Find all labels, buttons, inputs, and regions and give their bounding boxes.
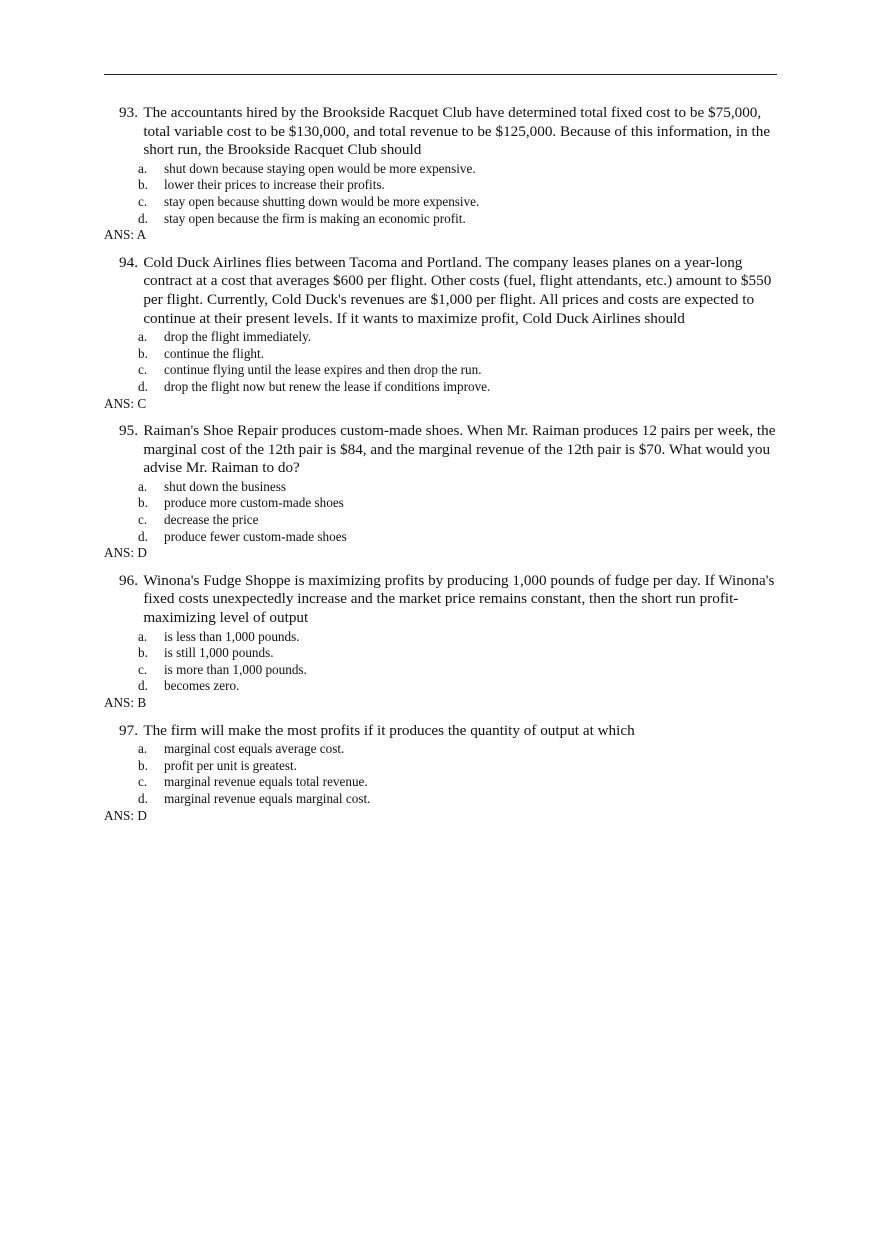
- option-list: [138, 329, 780, 395]
- question-stem: [104, 422, 780, 478]
- option-letter: d.: [138, 378, 148, 394]
- option-c: [138, 662, 780, 679]
- option-c: [138, 774, 780, 791]
- answer-key: ANS: D: [104, 545, 147, 561]
- option-text: shut down because staying open would be more expensive.: [164, 160, 476, 176]
- option-text: continue flying until the lease expires and then drop the run.: [164, 362, 482, 378]
- option-list: [138, 629, 780, 695]
- option-d: [138, 678, 780, 695]
- option-list: [138, 161, 780, 227]
- answer-key: ANS: B: [104, 695, 147, 710]
- option-letter: a.: [138, 329, 148, 345]
- option-letter: a.: [138, 478, 148, 494]
- option-b: [138, 495, 780, 512]
- option-text: drop the flight now but renew the lease if conditions improve.: [164, 378, 491, 394]
- question-95: [104, 422, 780, 562]
- option-letter: a.: [138, 628, 148, 644]
- option-text: is more than 1,000 pounds.: [164, 661, 307, 677]
- header-rule: [104, 74, 777, 75]
- option-a: [138, 629, 780, 646]
- option-letter: c.: [138, 362, 148, 378]
- answer-key: ANS: D: [104, 807, 147, 823]
- option-c: [138, 362, 780, 379]
- option-text: continue the flight.: [164, 345, 264, 361]
- question-97: [104, 722, 780, 825]
- option-text: stay open because the firm is making an economic profit.: [164, 210, 466, 226]
- option-d: [138, 211, 780, 228]
- option-text: produce fewer custom-made shoes: [164, 528, 347, 544]
- option-letter: b.: [138, 757, 148, 773]
- answer-key: ANS: A: [104, 227, 147, 243]
- question-number: 94.: [119, 253, 138, 271]
- question-text: Cold Duck Airlines flies between Tacoma and Portland. The company leases planes on a year-long contract at a cost that averages $600 per flight. Other costs (fuel, flight attendants, etc.) amount to $550 per flight. Currently, Cold Duck's revenues are $1,000 per flight. All prices and costs are expected to continue at their present levels. If it wants to maximize profit, Cold Duck Airlines should: [143, 253, 772, 327]
- question-number: 93.: [119, 104, 138, 121]
- option-text: lower their prices to increase their profits.: [164, 177, 385, 193]
- question-number: 96.: [119, 571, 138, 589]
- question-stem: [104, 104, 780, 160]
- question-stem: [104, 572, 780, 628]
- question-number: 95.: [119, 422, 138, 440]
- option-b: [138, 758, 780, 775]
- question-number: 97.: [119, 721, 138, 739]
- option-letter: c.: [138, 774, 148, 790]
- option-letter: d.: [138, 528, 148, 544]
- question-96: [104, 572, 780, 712]
- option-text: marginal cost equals average cost.: [164, 741, 345, 757]
- option-letter: b.: [138, 345, 148, 361]
- option-text: shut down the business: [164, 478, 286, 494]
- option-b: [138, 177, 780, 194]
- option-letter: a.: [138, 741, 148, 757]
- question-list: [104, 104, 780, 834]
- option-letter: c.: [138, 193, 148, 209]
- question-stem: [104, 254, 780, 328]
- question-94: [104, 254, 780, 412]
- option-text: marginal revenue equals marginal cost.: [164, 790, 371, 806]
- answer-key: ANS: C: [104, 395, 147, 411]
- option-letter: b.: [138, 495, 148, 511]
- option-letter: d.: [138, 678, 148, 694]
- option-letter: b.: [138, 645, 148, 661]
- question-93: [104, 104, 780, 244]
- option-text: is less than 1,000 pounds.: [164, 628, 300, 644]
- option-text: stay open because shutting down would be more expensive.: [164, 193, 480, 209]
- option-d: [138, 379, 780, 396]
- question-text: The firm will make the most profits if it produces the quantity of output at which: [143, 721, 635, 739]
- option-letter: d.: [138, 210, 148, 226]
- option-c: [138, 512, 780, 529]
- option-d: [138, 529, 780, 546]
- option-b: [138, 645, 780, 662]
- question-text: The accountants hired by the Brookside Racquet Club have determined total fixed cost to be $75,000, total variable cost to be $130,000, and total revenue to be $125,000. Because of this information, in the short run, the Brookside Racquet Club should: [143, 104, 771, 159]
- option-text: decrease the price: [164, 512, 259, 528]
- option-d: [138, 791, 780, 808]
- option-a: [138, 161, 780, 178]
- option-c: [138, 194, 780, 211]
- option-text: is still 1,000 pounds.: [164, 645, 274, 661]
- option-letter: d.: [138, 790, 148, 806]
- option-text: produce more custom-made shoes: [164, 495, 344, 511]
- option-letter: c.: [138, 512, 148, 528]
- question-text: Winona's Fudge Shoppe is maximizing profits by producing 1,000 pounds of fudge per day. If Winona's fixed costs unexpectedly increase and the market price remains constant, then the short run profit-maximizing level of output: [143, 571, 775, 627]
- option-text: marginal revenue equals total revenue.: [164, 774, 368, 790]
- option-a: [138, 329, 780, 346]
- option-letter: b.: [138, 177, 148, 193]
- option-a: [138, 479, 780, 496]
- option-b: [138, 346, 780, 363]
- option-a: [138, 741, 780, 758]
- option-letter: c.: [138, 661, 148, 677]
- option-text: profit per unit is greatest.: [164, 757, 297, 773]
- option-list: [138, 741, 780, 807]
- option-text: drop the flight immediately.: [164, 329, 312, 345]
- option-list: [138, 479, 780, 545]
- option-letter: a.: [138, 160, 148, 176]
- option-text: becomes zero.: [164, 678, 240, 694]
- question-text: Raiman's Shoe Repair produces custom-made shoes. When Mr. Raiman produces 12 pairs per week, the marginal cost of the 12th pair is $84, and the marginal revenue of the 12th pair is $70. What would you advise Mr. Raiman to do?: [143, 422, 776, 477]
- question-stem: [104, 722, 780, 741]
